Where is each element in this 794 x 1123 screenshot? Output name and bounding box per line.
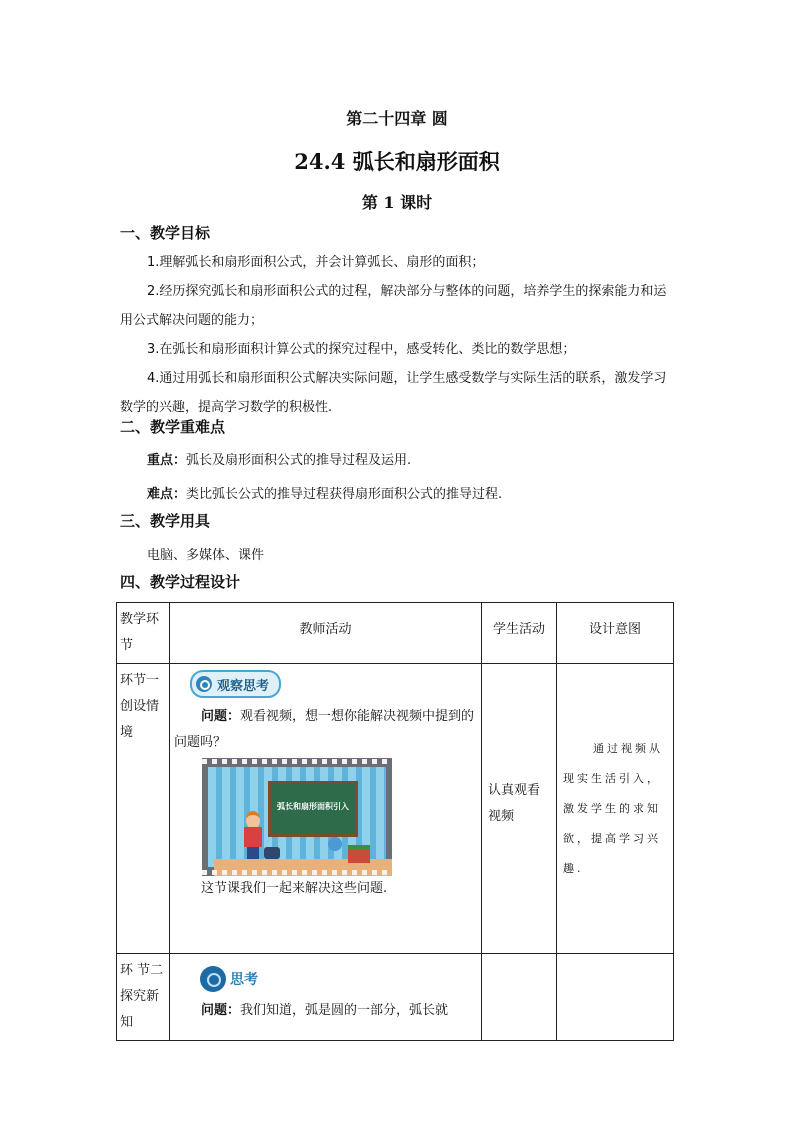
question-text: 我们知道，弧是圆的一部分，弧长就 — [240, 1003, 449, 1018]
row1-after-text: 这节课我们一起来解决这些问题. — [201, 881, 388, 896]
row1-design: 通过视频从现实生活引入，激发学生的求知欲，提高学习兴趣. — [563, 741, 663, 875]
books-icon — [348, 845, 370, 863]
process-table — [116, 602, 674, 1041]
chapter-heading: 第二十四章 圆 — [346, 109, 448, 128]
observe-think-badge — [190, 670, 281, 698]
objective-item: 1.理解弧长和扇形面积公式，并会计算弧长、扇形的面积； — [147, 255, 485, 270]
difficult-point-label: 难点： — [147, 487, 187, 502]
backpack-icon — [264, 847, 280, 859]
row2-stage: 环 节二 探究新知 — [120, 963, 164, 1030]
table-row — [117, 664, 674, 954]
row1-student: 认真观看视频 — [488, 782, 541, 824]
video-thumbnail[interactable] — [202, 758, 392, 876]
section-heading-tools: 三、教学用具 — [120, 512, 211, 530]
video-caption: 弧长和扇形面积引入 — [277, 802, 349, 811]
row2-question — [170, 996, 481, 1026]
difficult-point-text: 类比弧长公式的推导过程获得扇形面积公式的推导过程. — [186, 487, 503, 502]
think-badge — [200, 966, 258, 992]
lesson-number: 第 1 课时 — [361, 193, 433, 212]
page-title: 24.4 弧长和扇形面积 — [294, 149, 500, 174]
tools-text: 电脑、多媒体、课件 — [147, 548, 265, 563]
think-label: 思考 — [230, 972, 258, 988]
table-header-row — [117, 603, 674, 664]
question-label: 问题： — [201, 709, 241, 724]
classroom-scene-image — [208, 767, 386, 867]
globe-icon — [328, 837, 342, 851]
section-heading-key-points: 二、教学重难点 — [120, 418, 226, 436]
header-student: 学生活动 — [492, 622, 545, 637]
objective-item: 3.在弧长和扇形面积计算公式的探究过程中，感受转化、类比的数学思想； — [147, 342, 576, 357]
section-heading-objectives: 一、教学目标 — [120, 224, 211, 242]
row1-question — [170, 698, 481, 758]
magnifier-icon — [196, 676, 212, 692]
row1-stage: 环节一创设情境 — [120, 673, 160, 740]
table-row — [117, 954, 674, 1041]
objective-item: 2.经历探究弧长和扇形面积公式的过程，解决部分与整体的问题，培养学生的探索能力和运用公式解决问题的能力； — [120, 284, 667, 328]
objective-item: 4.通过用弧长和扇形面积公式解决实际问题，让学生感受数学与实际生活的联系，激发学习数学的兴趣，提高学习数学的积极性. — [120, 371, 667, 415]
difficult-point — [120, 480, 676, 509]
section-heading-process: 四、教学过程设计 — [120, 573, 241, 591]
objectives-list — [120, 248, 676, 422]
chalkboard — [268, 781, 358, 837]
head-gear-icon — [200, 966, 226, 992]
question-label: 问题： — [201, 1003, 241, 1018]
boy-figure-icon — [244, 811, 262, 859]
key-point-label: 重点： — [147, 453, 187, 468]
header-stage: 教学环节 — [120, 612, 160, 653]
key-point-text: 弧长及扇形面积公式的推导过程及运用. — [186, 453, 412, 468]
question-text: 观看视频，想一想你能解决视频中提到的问题吗？ — [174, 709, 475, 750]
header-teacher: 教师活动 — [299, 622, 352, 637]
key-point — [120, 446, 676, 475]
badge-label: 观察思考 — [217, 678, 270, 694]
header-design: 设计意图 — [588, 622, 641, 637]
